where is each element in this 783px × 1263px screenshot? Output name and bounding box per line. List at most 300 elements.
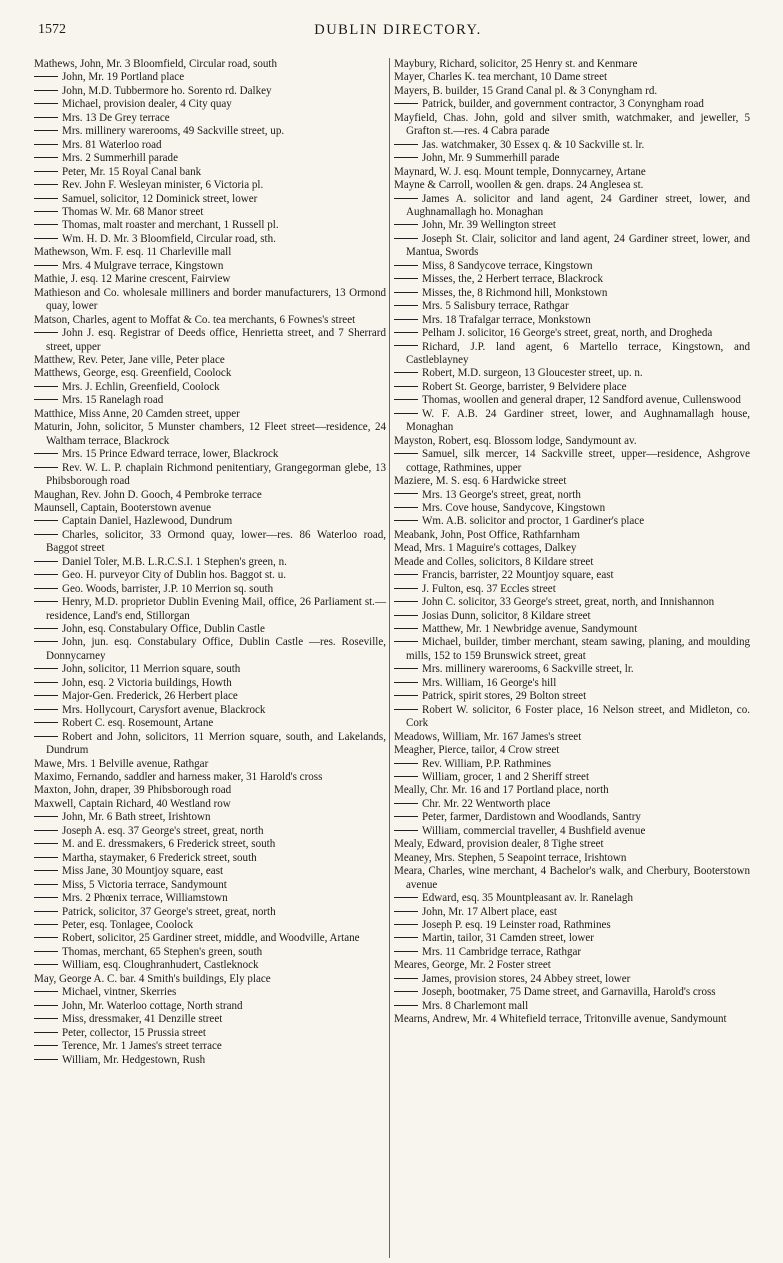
ditto-dash: [34, 1032, 58, 1033]
directory-entry: [394, 825, 750, 838]
directory-entry: [34, 394, 386, 407]
directory-entry: [34, 906, 386, 919]
directory-entry: [34, 408, 386, 421]
ditto-dash: [394, 668, 418, 669]
directory-entry: [394, 811, 750, 824]
ditto-dash: [34, 399, 58, 400]
entry-text: W. F. A.B. 24 Gardiner street, lower, and Aughnamallagh house, Monaghan: [406, 407, 750, 434]
directory-entry: [394, 932, 750, 945]
directory-entry: [394, 677, 750, 690]
directory-entry: [394, 71, 750, 84]
entry-text: Matthew, Mr. 1 Newbridge avenue, Sandymount: [422, 623, 638, 636]
entry-text: Charles, solicitor, 33 Ormond quay, lower—res. 86 Waterloo road, Baggot street: [46, 528, 386, 555]
ditto-dash: [34, 561, 58, 562]
entry-text: Patrick, solicitor, 37 George's street, great, north: [62, 905, 276, 918]
directory-entry: [34, 919, 386, 932]
directory-entry: [34, 152, 386, 165]
ditto-dash: [34, 924, 58, 925]
entry-text: Wm. A.B. solicitor and proctor, 1 Gardiner's place: [422, 515, 645, 528]
ditto-dash: [34, 467, 58, 468]
directory-entry: [394, 85, 750, 98]
directory-entry: [34, 421, 386, 448]
entry-text: Meally, Chr. Mr. 16 and 17 Portland place, north: [394, 784, 609, 797]
entry-text: Mayston, Robert, esq. Blossom lodge, Sandymount av.: [394, 434, 637, 447]
entry-text: Meabank, John, Post Office, Rathfarnham: [394, 528, 581, 541]
entry-text: Mathie, J. esq. 12 Marine crescent, Fairview: [34, 273, 231, 286]
directory-entry: [394, 219, 750, 232]
directory-entry: [34, 704, 386, 717]
directory-entry: [394, 892, 750, 905]
entry-text: Maximo, Fernando, saddler and harness maker, 31 Harold's cross: [34, 771, 323, 784]
directory-entry: [394, 906, 750, 919]
entry-text: Martin, tailor, 31 Camden street, lower: [422, 932, 594, 945]
entry-text: Mayer, Charles K. tea merchant, 10 Dame street: [394, 71, 608, 84]
entry-text: Thomas, merchant, 65 Stephen's green, south: [62, 945, 263, 958]
ditto-dash: [394, 911, 418, 912]
directory-entry: [34, 125, 386, 138]
ditto-dash: [34, 951, 58, 952]
entry-text: Maxton, John, draper, 39 Phibsborough road: [34, 784, 232, 797]
entry-text: Mrs. millinery warerooms, 6 Sackville street, lr.: [422, 663, 634, 676]
entry-text: John, Mr. 9 Summerhill parade: [422, 152, 560, 165]
page-header: [38, 22, 758, 42]
entry-text: Rev. John F. Wesleyan minister, 6 Victoria pl.: [62, 179, 264, 192]
directory-entry: [34, 85, 386, 98]
ditto-dash: [34, 937, 58, 938]
entry-text: Peter, collector, 15 Prussia street: [62, 1026, 206, 1039]
entry-text: Rev. W. L. P. chaplain Richmond penitentiary, Grangegorman glebe, 13 Phibsborough road: [46, 461, 386, 488]
directory-entry: [34, 233, 386, 246]
directory-entry: [34, 879, 386, 892]
directory-entry: [34, 489, 386, 502]
directory-entry: [394, 986, 750, 999]
directory-entry: [394, 408, 750, 435]
entry-text: Maunsell, Captain, Booterstown avenue: [34, 501, 212, 514]
entry-text: Michael, provision dealer, 4 City quay: [62, 98, 232, 111]
entry-text: John, esq. 2 Victoria buildings, Howth: [62, 676, 232, 689]
ditto-dash: [394, 897, 418, 898]
directory-entry: [34, 663, 386, 676]
ditto-dash: [394, 682, 418, 683]
ditto-dash: [34, 103, 58, 104]
ditto-dash: [394, 709, 418, 710]
entry-text: Joseph A. esq. 37 George's street, great, north: [62, 824, 264, 837]
entry-text: Michael, builder, timber merchant, steam sawing, planing, and moulding mills, 152 to 159 Brunswick street, great: [406, 636, 750, 662]
directory-entry: [394, 529, 750, 542]
ditto-dash: [34, 843, 58, 844]
directory-entry: [394, 1000, 750, 1013]
directory-entry: [34, 58, 386, 71]
directory-entry: [394, 166, 750, 179]
ditto-dash: [34, 211, 58, 212]
ditto-dash: [394, 574, 418, 575]
directory-entry: [394, 596, 750, 609]
directory-entry: [394, 515, 750, 528]
entry-text: Mathews, John, Mr. 3 Bloomfield, Circular road, south: [34, 58, 278, 70]
entry-text: Thomas W. Mr. 68 Manor street: [62, 205, 204, 218]
directory-entry: [394, 300, 750, 313]
entry-text: Meara, Charles, wine merchant, 4 Bachelor's walk, and Cherbury, Booterstown avenue: [394, 865, 750, 891]
directory-entry: [34, 515, 386, 528]
entry-text: Robert and John, solicitors, 11 Merrion square, south, and Lakelands, Dundrum: [46, 730, 386, 757]
directory-entry: [394, 556, 750, 569]
ditto-dash: [394, 453, 418, 454]
ditto-dash: [394, 345, 418, 346]
ditto-dash: [34, 453, 58, 454]
directory-entry: [394, 838, 750, 851]
directory-entry: [34, 973, 386, 986]
directory-entry: [394, 273, 750, 286]
ditto-dash: [394, 937, 418, 938]
entry-text: Major-Gen. Frederick, 26 Herbert place: [62, 690, 238, 703]
directory-entry: [394, 623, 750, 636]
entry-text: Mearns, Andrew, Mr. 4 Whitefield terrace, Tritonville avenue, Sandymount: [394, 1013, 727, 1026]
ditto-dash: [34, 628, 58, 629]
directory-entry: [34, 448, 386, 461]
entry-text: John, Mr. Waterloo cottage, North strand: [62, 999, 243, 1012]
ditto-dash: [394, 615, 418, 616]
directory-entry: [34, 865, 386, 878]
directory-entry: [34, 1000, 386, 1013]
entry-text: Matthew, Rev. Peter, Jane ville, Peter place: [34, 353, 225, 366]
entry-text: J. Fulton, esq. 37 Eccles street: [422, 582, 556, 595]
ditto-dash: [34, 157, 58, 158]
directory-entry: [394, 260, 750, 273]
ditto-dash: [394, 628, 418, 629]
entry-text: John, Mr. 17 Albert place, east: [422, 905, 557, 918]
entry-text: Mrs. William, 16 George's hill: [422, 676, 557, 689]
entry-text: Mrs. 18 Trafalgar terrace, Monkstown: [422, 313, 591, 326]
ditto-dash: [34, 870, 58, 871]
ditto-dash: [34, 682, 58, 683]
entry-text: Mrs. 4 Mulgrave terrace, Kingstown: [62, 259, 224, 272]
entry-text: Wm. H. D. Mr. 3 Bloomfield, Circular road, sth.: [62, 232, 276, 245]
entry-text: Captain Daniel, Hazlewood, Dundrum: [62, 515, 233, 528]
ditto-dash: [34, 574, 58, 575]
entry-text: Maxwell, Captain Richard, 40 Westland row: [34, 797, 231, 810]
directory-entry: [394, 542, 750, 555]
ditto-dash: [394, 238, 418, 239]
directory-entry: [34, 287, 386, 314]
directory-entry: [394, 704, 750, 731]
ditto-dash: [394, 224, 418, 225]
directory-entry: [34, 179, 386, 192]
entry-text: Joseph, bootmaker, 75 Dame street, and Garnavilla, Harold's cross: [422, 986, 716, 999]
directory-entry: [34, 462, 386, 489]
ditto-dash: [394, 319, 418, 320]
directory-entry: [394, 502, 750, 515]
ditto-dash: [394, 695, 418, 696]
column-divider: [389, 58, 390, 1258]
entry-text: Mrs. 5 Salisbury terrace, Rathgar: [422, 300, 569, 313]
directory-entry: [394, 973, 750, 986]
directory-entry: [394, 98, 750, 111]
ditto-dash: [34, 1045, 58, 1046]
ditto-dash: [34, 1005, 58, 1006]
left-column: [34, 58, 386, 1067]
ditto-dash: [34, 332, 58, 333]
entry-text: Meaney, Mrs. Stephen, 5 Seapoint terrace, Irishtown: [394, 851, 627, 864]
ditto-dash: [34, 90, 58, 91]
entry-text: Mayne & Carroll, woollen & gen. draps. 24 Anglesea st.: [394, 179, 644, 192]
ditto-dash: [394, 278, 418, 279]
entry-text: Thomas, malt roaster and merchant, 1 Russell pl.: [62, 219, 279, 232]
directory-entry: [34, 959, 386, 972]
entry-text: Misses, the, 8 Richmond hill, Monkstown: [422, 286, 608, 299]
entry-text: Maughan, Rev. John D. Gooch, 4 Pembroke terrace: [34, 488, 262, 501]
entry-text: William, Mr. Hedgestown, Rush: [62, 1053, 206, 1066]
directory-entry: [34, 932, 386, 945]
ditto-dash: [34, 641, 58, 642]
entry-text: Matthice, Miss Anne, 20 Camden street, upper: [34, 407, 240, 420]
directory-entry: [394, 798, 750, 811]
directory-entry: [394, 367, 750, 380]
directory-entry: [394, 758, 750, 771]
ditto-dash: [34, 534, 58, 535]
entry-text: Mrs. 81 Waterloo road: [62, 138, 162, 151]
entry-text: Mrs. 2 Summerhill parade: [62, 152, 178, 165]
ditto-dash: [34, 816, 58, 817]
entry-text: Edward, esq. 35 Mountpleasant av. lr. Ranelagh: [422, 892, 633, 905]
directory-entry: [34, 838, 386, 851]
entry-text: Maturin, John, solicitor, 5 Munster chambers, 12 Fleet street—residence, 24 Waltham terrace, Blackrock: [34, 421, 386, 447]
ditto-dash: [34, 601, 58, 602]
ditto-dash: [34, 117, 58, 118]
ditto-dash: [34, 695, 58, 696]
entry-text: Peter, Mr. 15 Royal Canal bank: [62, 165, 202, 178]
directory-entry: [34, 569, 386, 582]
ditto-dash: [34, 198, 58, 199]
ditto-dash: [34, 265, 58, 266]
directory-entry: [394, 475, 750, 488]
entry-text: Samuel, silk mercer, 14 Sackville street, upper—residence, Ashgrove cottage, Rathmines, upper: [406, 448, 750, 474]
directory-entry: [394, 784, 750, 797]
directory-entry: [34, 314, 386, 327]
directory-entry: [34, 219, 386, 232]
directory-entry: [34, 98, 386, 111]
directory-entry: [34, 367, 386, 380]
ditto-dash: [394, 763, 418, 764]
directory-entry: [34, 1040, 386, 1053]
ditto-dash: [394, 198, 418, 199]
ditto-dash: [394, 1005, 418, 1006]
entry-text: Mrs. 2 Phœnix terrace, Williamstown: [62, 892, 228, 905]
entry-text: Mrs. 15 Prince Edward terrace, lower, Blackrock: [62, 448, 279, 461]
ditto-dash: [34, 857, 58, 858]
directory-entry: [34, 556, 386, 569]
entry-text: Meadows, William, Mr. 167 James's street: [394, 730, 582, 743]
entry-text: Chr. Mr. 22 Wentworth place: [422, 797, 551, 810]
ditto-dash: [394, 399, 418, 400]
entry-text: John, jun. esq. Constabulary Office, Dublin Castle —res. Roseville, Donnycarney: [46, 636, 386, 662]
ditto-dash: [394, 372, 418, 373]
directory-entry: [34, 690, 386, 703]
entry-text: Mrs. Cove house, Sandycove, Kingstown: [422, 501, 606, 514]
entry-text: John C. solicitor, 33 George's street, great, north, and Innishannon: [422, 596, 715, 609]
ditto-dash: [394, 830, 418, 831]
ditto-dash: [34, 736, 58, 737]
directory-entry: [394, 152, 750, 165]
directory-entry: [394, 381, 750, 394]
directory-entry: [34, 260, 386, 273]
ditto-dash: [34, 884, 58, 885]
ditto-dash: [394, 386, 418, 387]
ditto-dash: [394, 265, 418, 266]
directory-entry: [394, 193, 750, 220]
entry-text: Meares, George, Mr. 2 Foster street: [394, 959, 551, 972]
directory-entry: [394, 394, 750, 407]
directory-entry: [34, 139, 386, 152]
entry-text: Geo. H. purveyor City of Dublin hos. Baggot st. u.: [62, 569, 286, 582]
entry-text: Patrick, builder, and government contractor, 3 Conyngham road: [422, 98, 704, 111]
ditto-dash: [394, 601, 418, 602]
ditto-dash: [34, 964, 58, 965]
directory-entry: [394, 731, 750, 744]
directory-entry: [394, 112, 750, 139]
entry-text: Robert St. George, barrister, 9 Belvidere place: [422, 380, 627, 393]
entry-text: Mead, Mrs. 1 Maguire's cottages, Dalkey: [394, 542, 577, 555]
ditto-dash: [34, 911, 58, 912]
entry-text: William, esq. Cloughranhudert, Castleknock: [62, 959, 259, 972]
entry-text: Miss, dressmaker, 41 Denzille street: [62, 1013, 223, 1026]
directory-entry: [34, 71, 386, 84]
directory-entry: [34, 206, 386, 219]
directory-entry: [34, 731, 386, 758]
entry-text: Peter, farmer, Dardistown and Woodlands, Santry: [422, 811, 641, 824]
ditto-dash: [34, 130, 58, 131]
entry-text: Mrs. 11 Cambridge terrace, Rathgar: [422, 945, 582, 958]
entry-text: William, commercial traveller, 4 Bushfield avenue: [422, 824, 646, 837]
entry-text: William, grocer, 1 and 2 Sheriff street: [422, 771, 590, 784]
entry-text: Robert, solicitor, 25 Gardiner street, middle, and Woodville, Artane: [62, 932, 360, 945]
entry-text: Robert, M.D. surgeon, 13 Gloucester street, up. n.: [422, 367, 643, 380]
entry-text: Mrs. Hollycourt, Carysfort avenue, Blackrock: [62, 703, 266, 716]
directory-entry: [34, 112, 386, 125]
directory-entry: [34, 946, 386, 959]
entry-text: Mrs. 8 Charlemont mall: [422, 999, 529, 1012]
entry-text: Meade and Colles, solicitors, 8 Kildare street: [394, 555, 594, 568]
directory-entry: [34, 758, 386, 771]
entry-text: Maybury, Richard, solicitor, 25 Henry st. and Kenmare: [394, 58, 638, 70]
entry-text: Richard, J.P. land agent, 6 Martello terrace, Kingstown, and Castleblayney: [406, 340, 750, 366]
entry-text: Michael, vintner, Skerries: [62, 986, 177, 999]
entry-text: Maziere, M. S. esq. 6 Hardwicke street: [394, 475, 567, 488]
ditto-dash: [394, 144, 418, 145]
entry-text: Rev. William, P.P. Rathmines: [422, 757, 552, 770]
directory-entry: [34, 677, 386, 690]
entry-text: Josias Dunn, solicitor, 8 Kildare street: [422, 609, 591, 622]
directory-entry: [34, 825, 386, 838]
directory-entry: [394, 663, 750, 676]
ditto-dash: [394, 157, 418, 158]
directory-entry: [34, 273, 386, 286]
entry-text: Martha, staymaker, 6 Frederick street, south: [62, 851, 257, 864]
directory-entry: [34, 354, 386, 367]
running-title: DUBLIN DIRECTORY.: [314, 22, 482, 38]
entry-text: Terence, Mr. 1 James's street terrace: [62, 1040, 222, 1053]
entry-text: Pelham J. solicitor, 16 George's street, great, north, and Drogheda: [422, 327, 713, 340]
ditto-dash: [34, 224, 58, 225]
ditto-dash: [34, 1018, 58, 1019]
ditto-dash: [394, 332, 418, 333]
ditto-dash: [394, 641, 418, 642]
entry-text: Mathieson and Co. wholesale milliners and border manufacturers, 13 Ormond quay, lower: [34, 286, 386, 313]
directory-entry: [394, 771, 750, 784]
directory-entry: [34, 1027, 386, 1040]
entry-text: Daniel Toler, M.B. L.R.C.S.I. 1 Stephen's green, n.: [62, 555, 287, 568]
entry-text: Mrs. 15 Ranelagh road: [62, 394, 164, 407]
ditto-dash: [34, 238, 58, 239]
entry-text: John J. esq. Registrar of Deeds office, Henrietta street, and 7 Sherrard street, upper: [46, 327, 386, 353]
ditto-dash: [34, 144, 58, 145]
directory-entry: [34, 636, 386, 663]
directory-entry: [34, 327, 386, 354]
ditto-dash: [34, 171, 58, 172]
entry-text: Thomas, woollen and general draper, 12 Sandford avenue, Cullenswood: [422, 394, 741, 407]
ditto-dash: [34, 668, 58, 669]
ditto-dash: [394, 991, 418, 992]
entry-text: Mrs. 13 De Grey terrace: [62, 111, 170, 124]
directory-entry: [34, 798, 386, 811]
directory-entry: [34, 1013, 386, 1026]
directory-entry: [394, 569, 750, 582]
entry-text: May, George A. C. bar. 4 Smith's buildings, Ely place: [34, 972, 271, 985]
entry-text: Matthews, George, esq. Greenfield, Coolock: [34, 367, 232, 380]
ditto-dash: [34, 722, 58, 723]
ditto-dash: [34, 588, 58, 589]
entry-text: John, Mr. 6 Bath street, Irishtown: [62, 811, 211, 824]
ditto-dash: [34, 897, 58, 898]
entry-text: Mayfield, Chas. John, gold and silver smith, watchmaker, and jeweller, 5 Grafton st.—res. 4 Cabra parade: [394, 111, 750, 138]
ditto-dash: [34, 386, 58, 387]
entry-text: Robert W. solicitor, 6 Foster place, 16 Nelson street, and Midleton, co. Cork: [406, 703, 750, 730]
directory-entry: [394, 636, 750, 663]
directory-entry: [394, 58, 750, 71]
ditto-dash: [394, 292, 418, 293]
directory-entry: [394, 583, 750, 596]
entry-text: Francis, barrister, 22 Mountjoy square, east: [422, 569, 614, 582]
entry-text: Peter, esq. Tonlagee, Coolock: [62, 919, 194, 931]
ditto-dash: [394, 951, 418, 952]
right-column: [394, 58, 750, 1027]
directory-entry: [34, 583, 386, 596]
ditto-dash: [394, 816, 418, 817]
entry-text: Patrick, spirit stores, 29 Bolton street: [422, 690, 587, 703]
directory-entry: [394, 179, 750, 192]
directory-entry: [34, 717, 386, 730]
ditto-dash: [34, 1059, 58, 1060]
entry-text: Geo. Woods, barrister, J.P. 10 Merrion sq. south: [62, 582, 274, 595]
entry-text: M. and E. dressmakers, 6 Frederick street, south: [62, 838, 276, 851]
directory-entry: [34, 986, 386, 999]
page-number: 1572: [38, 22, 66, 37]
entry-text: Miss Jane, 30 Mountjoy square, east: [62, 865, 224, 878]
ditto-dash: [394, 103, 418, 104]
ditto-dash: [394, 507, 418, 508]
ditto-dash: [394, 978, 418, 979]
ditto-dash: [34, 709, 58, 710]
directory-entry: [34, 623, 386, 636]
directory-entry: [34, 892, 386, 905]
directory-entry: [394, 314, 750, 327]
directory-entry: [34, 852, 386, 865]
entry-text: Mayers, B. builder, 15 Grand Canal pl. & 3 Conyngham rd.: [394, 84, 658, 97]
directory-entry: [394, 959, 750, 972]
ditto-dash: [34, 991, 58, 992]
entry-text: Joseph St. Clair, solicitor and land agent, 24 Gardiner street, lower, and Mantua, Swords: [406, 232, 750, 259]
entry-text: Mrs. 13 George's street, great, north: [422, 488, 581, 501]
ditto-dash: [394, 803, 418, 804]
